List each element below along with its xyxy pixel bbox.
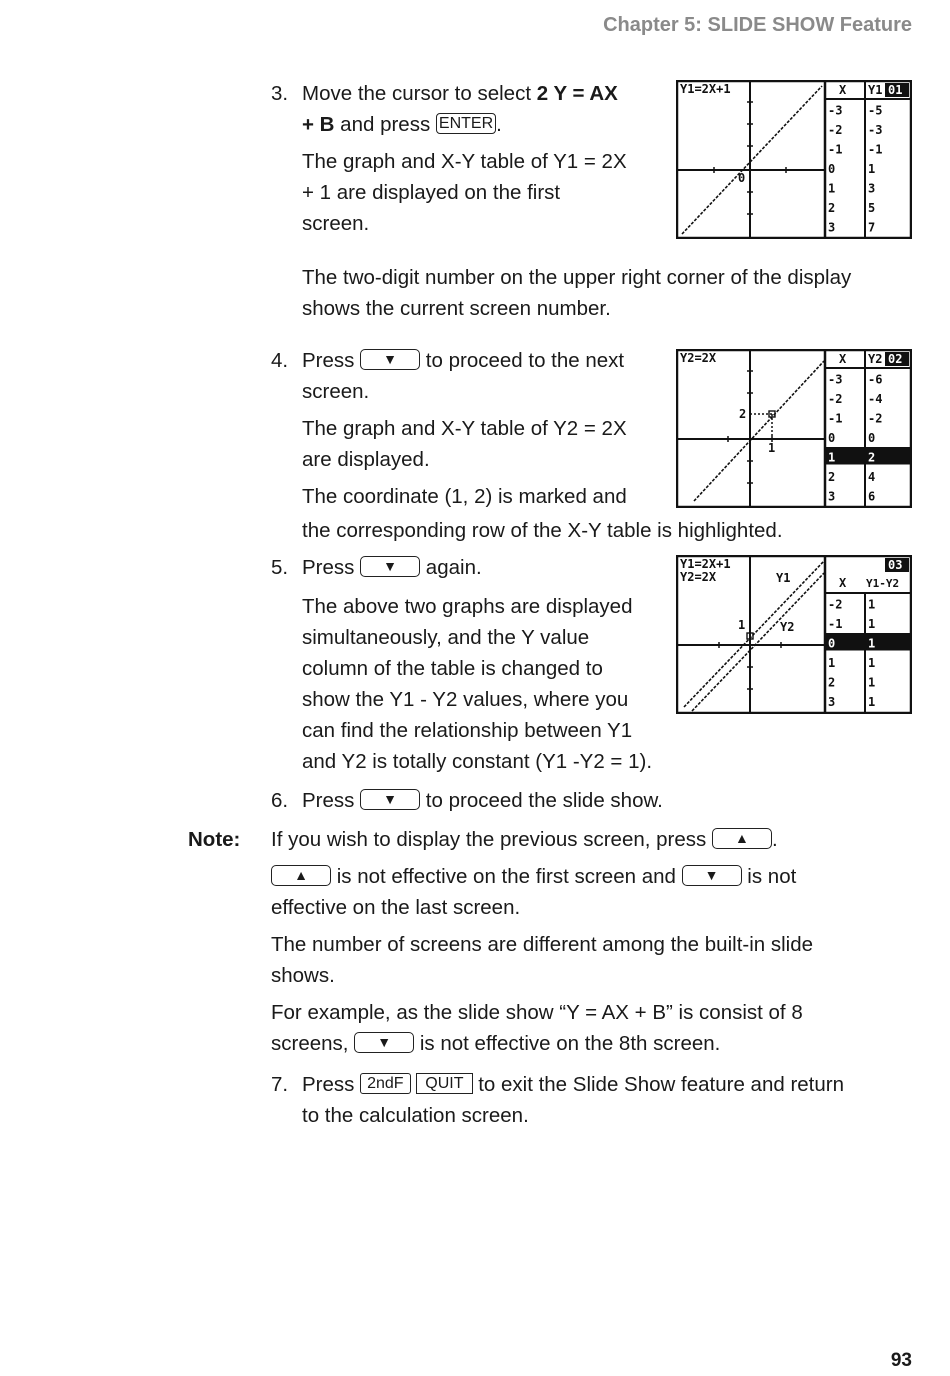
screen-3-label-y1: Y1 [776, 571, 791, 585]
table-cell-y: 3 [868, 181, 876, 196]
step-3-line2-bold: + B [302, 113, 335, 136]
table-cell-x: 1 [828, 181, 836, 196]
table-cell-y: 1 [868, 636, 876, 651]
step-5-number: 5. [271, 556, 289, 579]
step-5-l1-pre: Press [302, 556, 361, 579]
step-3-line2-end: . [496, 113, 502, 136]
step-5-text [302, 552, 682, 777]
table-cell-y: 5 [868, 201, 876, 215]
screen-1-col-x: X [839, 83, 847, 97]
table-cell-x: -1 [828, 142, 843, 157]
page-number: 93 [890, 1350, 912, 1371]
table-cell-y: 1 [868, 675, 876, 690]
table-cell-x: 0 [828, 162, 836, 176]
table-cell-y: -6 [868, 372, 883, 387]
note-l3: effective on the last screen. [271, 896, 521, 919]
step-3-line2-text: and press [334, 113, 436, 136]
table-cell-y: 6 [868, 489, 876, 504]
screen-3-equation-1: Y1=2X+1 [680, 557, 731, 571]
table-cell-x: 2 [828, 675, 836, 690]
down-arrow-key: ▼ [360, 349, 420, 370]
screen-3-number: 03 [888, 558, 903, 572]
down-arrow-key: ▼ [354, 1032, 414, 1053]
note-label: Note: [188, 828, 241, 851]
step-4-p1-l2: are displayed. [302, 448, 430, 471]
table-cell-x: 0 [828, 636, 836, 651]
step-4-p2-l2: the corresponding row of the X-Y table is highlighted. [302, 519, 783, 542]
table-cell-x: 3 [828, 220, 836, 235]
table-cell-y: 1 [868, 597, 876, 612]
screen-2-mark-x: 1 [768, 441, 776, 455]
step-5-p-l5: can find the relationship between Y1 [302, 719, 633, 742]
step-3-number: 3. [271, 82, 289, 105]
step-6-post: to proceed the slide show. [420, 789, 663, 812]
step-4-text [302, 345, 672, 512]
step-5-p-l2: simultaneously, and the Y value [302, 626, 590, 649]
step-7-post: to exit the Slide Show feature and return [472, 1073, 845, 1096]
screen-1-equation: Y1=2X+1 [680, 82, 731, 96]
step-5-p-l6: and Y2 is totally constant (Y1 -Y2 = 1). [302, 750, 653, 773]
step-4-number: 4. [271, 349, 289, 372]
step-5-p-l1: The above two graphs are displayed [302, 595, 633, 618]
table-cell-x: -2 [828, 597, 843, 612]
table-cell-x: -2 [828, 123, 843, 137]
table-cell-y: 1 [868, 656, 876, 670]
step-5-l1-post: again. [420, 556, 482, 579]
table-cell-y: 4 [868, 470, 876, 484]
table-cell-x: 0 [828, 431, 836, 445]
enter-key: ENTER [436, 113, 496, 134]
step-3-para1-l2: + 1 are displayed on the first [302, 181, 561, 204]
table-cell-y: 1 [868, 162, 876, 176]
step-4-p1-l1: The graph and X-Y table of Y2 = 2X [302, 417, 627, 440]
up-arrow-key: ▲ [271, 865, 331, 886]
screen-2-col-x: X [839, 352, 847, 366]
table-cell-x: 1 [828, 656, 836, 670]
step-6-text [302, 785, 922, 816]
screen-2-col-y: Y2 [868, 352, 883, 366]
step-3-para2-l1: The two-digit number on the upper right corner of the display [302, 266, 852, 289]
step-7-pre: Press [302, 1073, 361, 1096]
screen-3-col-x: X [839, 576, 847, 590]
step-5-p-l3: column of the table is changed to [302, 657, 603, 680]
step-3-para2-l2: shows the current screen number. [302, 297, 611, 320]
step-3-para2 [302, 262, 922, 324]
table-cell-x: -2 [828, 392, 843, 406]
table-cell-x: -1 [828, 617, 843, 631]
note-p3-l2-pre: screens, [271, 1032, 355, 1055]
screen-2-number: 02 [888, 352, 903, 366]
table-cell-y: 1 [868, 695, 876, 709]
screen-1-origin-label: 0 [738, 171, 746, 185]
table-cell-y: 2 [868, 450, 876, 465]
chapter-header: Chapter 5: SLIDE SHOW Feature [603, 14, 912, 36]
table-cell-y: -3 [868, 123, 883, 137]
note-l1-pre: If you wish to display the previous screen, press [271, 828, 712, 851]
table-cell-y: 1 [868, 617, 876, 631]
step-7-text [302, 1069, 922, 1131]
note-text [271, 824, 921, 1059]
step-3-para1-l3: screen. [302, 212, 370, 235]
step-4-l2: screen. [302, 380, 370, 403]
table-cell-x: 1 [828, 450, 836, 465]
note-l1-end: . [771, 828, 778, 851]
screen-3-col-y: Y1-Y2 [866, 577, 900, 590]
screen-3-label-y2: Y2 [780, 620, 795, 634]
screen-1-number: 01 [888, 83, 903, 97]
table-cell-y: -5 [868, 103, 883, 118]
note-l2-mid: is not effective on the first screen and [331, 865, 682, 888]
table-cell-y: -1 [868, 142, 883, 157]
table-cell-y: 0 [868, 431, 876, 445]
step-3-line1-text: Move the cursor to select [302, 82, 537, 105]
table-cell-x: 3 [828, 695, 836, 709]
screen-2-mark-y: 2 [739, 407, 747, 421]
screen-3-mark-label: 1 [738, 618, 746, 632]
note-p3-l1: For example, as the slide show “Y = AX + B” is consist of 8 [271, 1001, 803, 1024]
step-4-p2-l1: The coordinate (1, 2) is marked and [302, 485, 627, 508]
table-cell-x: -1 [828, 411, 843, 426]
step-7-l2: to the calculation screen. [302, 1104, 529, 1127]
down-arrow-key: ▼ [682, 865, 742, 886]
calculator-screen-2 [676, 349, 912, 508]
calculator-screen-3 [676, 555, 912, 714]
down-arrow-key: ▼ [360, 556, 420, 577]
screen-2-equation: Y2=2X [680, 351, 717, 365]
step-7-number: 7. [271, 1073, 289, 1096]
note-p2-l2: shows. [271, 964, 335, 987]
step-3-para1-l1: The graph and X-Y table of Y1 = 2X [302, 150, 627, 173]
table-cell-y: 7 [868, 220, 876, 235]
step-6-pre: Press [302, 789, 361, 812]
up-arrow-key: ▲ [712, 828, 772, 849]
note-l2-end: is not [741, 865, 797, 888]
down-arrow-key: ▼ [360, 789, 420, 810]
step-3-line1-bold: 2 Y = AX [536, 82, 618, 105]
step-4-l1-post: to proceed to the next [420, 349, 625, 372]
table-cell-x: 2 [828, 201, 836, 215]
note-p3-l2-post: is not effective on the 8th screen. [414, 1032, 721, 1055]
table-cell-x: 2 [828, 470, 836, 484]
step-5-p-l4: show the Y1 - Y2 values, where you [302, 688, 629, 711]
screen-3-equation-2: Y2=2X [680, 570, 717, 584]
step-4-l1-pre: Press [302, 349, 361, 372]
table-cell-y: -4 [868, 392, 883, 406]
note-p2-l1: The number of screens are different among the built-in slide [271, 933, 814, 956]
step-6-number: 6. [271, 789, 289, 812]
table-cell-x: -3 [828, 372, 843, 387]
table-cell-x: -3 [828, 103, 843, 118]
quit-key: QUIT [416, 1073, 472, 1094]
2ndf-key: 2ndF [360, 1073, 410, 1094]
table-cell-x: 3 [828, 489, 836, 504]
screen-1-col-y: Y1 [868, 83, 883, 97]
table-cell-y: -2 [868, 411, 883, 426]
calculator-screen-1 [676, 80, 912, 239]
step-3-text [302, 78, 672, 239]
